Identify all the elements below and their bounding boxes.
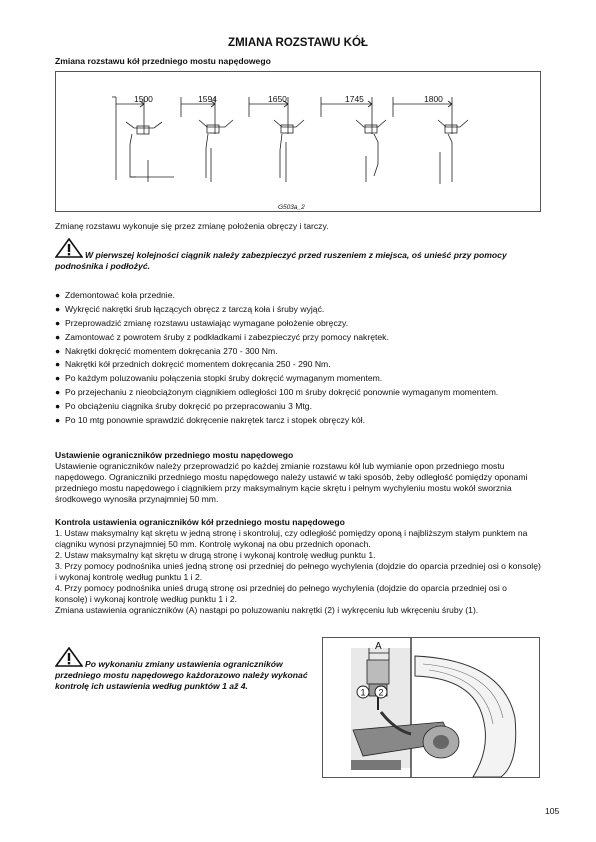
label-a: A [375, 641, 382, 652]
list-item: ● Po 10 mtg ponownie sprawdzić dokręcenie nakrętek tarcz i stopek obręczy kół. [55, 415, 365, 426]
label-2: 2 [378, 687, 384, 698]
warning-text-1: W pierwszej kolejności ciągnik należy zabezpieczyć przed ruszeniem z miejsca, oś unieść przy pomocy podnośnika i podłożyć. [55, 250, 507, 271]
wheel-config-1 [116, 97, 174, 182]
dim-label: 1800 [424, 94, 443, 104]
check-step: 3. Przy pomocy podnośnika unieś jedną stronę osi przedniej do pełnego wychylenia (dojdzie do oparcia przedniej osi o konsolę) i wykonaj kontrolę według punktu 1 i 2. [55, 561, 541, 582]
wheel-track-figure [55, 71, 541, 212]
label-1: 1 [360, 687, 366, 698]
wheel-config-2 [181, 97, 233, 182]
wheel-config-5 [393, 97, 468, 184]
list-item: ● Przeprowadzić zmianę rozstawu ustawiając wymagane położenie obręczy. [55, 317, 349, 328]
list-item: ● Nakrętki kół przednich dokręcić momentem dokręcania 250 - 290 Nm. [55, 359, 331, 370]
warning-triangle-icon [55, 238, 83, 261]
check-step: 1. Ustaw maksymalny kąt skrętu w jedną stronę i skontroluj, czy odległość pomiędzy oponą i najbliższym stałym punktem na ciągniku wynosi przynajmniej 50 mm. Kontrolę wykonaj na obu przednich oponach. [55, 528, 528, 549]
page-title: ZMIANA ROZSTAWU KÓŁ [228, 37, 368, 49]
section-stops-setup [55, 450, 541, 505]
list-item: ● Wykręcić nakrętki śrub łączących obręcz z tarczą koła i śruby wyjąć. [55, 303, 325, 314]
intro-text: Zmianę rozstawu wykonuje się przez zmianę położenia obręczy i tarczy. [55, 221, 329, 231]
warning-text-2: Po wykonaniu zmiany ustawienia ograniczników przedniego mostu napędowego każdorazowo należy wykonać kontrolę ich ustawienia według punktów 1 až 4. [55, 659, 308, 691]
warning-block-2 [55, 647, 310, 692]
wheel-track-diagram [56, 72, 540, 211]
check-note: Zmiana ustawienia ograniczników (A) nastąpi po poluzowaniu nakrętki (2) i wykręceniu lub wkręceniu śruby (1). [55, 605, 479, 615]
dim-label: 1650 [268, 94, 287, 104]
dim-label: 1500 [134, 94, 153, 104]
steps-list [55, 290, 541, 429]
list-item: ● Po obciążeniu ciągnika śruby dokręcić po przepracowaniu 3 Mtg. [55, 401, 312, 412]
front-axle-stop-illustration [323, 638, 539, 777]
section-heading: Ustawienie ograniczników przedniego mostu napędowego [55, 450, 294, 460]
warning-triangle-icon [55, 647, 83, 670]
check-step: 2. Ustaw maksymalny kąt skrętu w drugą stronę i wykonaj kontrolę według punktu 1. [55, 550, 376, 560]
dim-label: 1745 [345, 94, 364, 104]
warning-block-1 [55, 238, 541, 272]
list-item: ● Zamontować z powrotem śruby z podkładkami i zabezpieczyć przy pomocy nakrętek. [55, 331, 389, 342]
list-item: ● Nakrętki dokręcić momentem dokręcania 270 - 300 Nm. [55, 345, 278, 356]
section-stops-check [55, 517, 541, 616]
list-item: ● Zdemontować koła przednie. [55, 290, 175, 300]
list-item: ● Po przejechaniu z nieobciążonym ciągnikiem odległości 100 m śruby dokręcić ponownie wymaganym momentem. [55, 387, 499, 398]
section-heading: Kontrola ustawienia ograniczników kół przedniego mostu napędowego [55, 517, 345, 527]
figure-caption: G503a_2 [278, 204, 305, 211]
check-step: 4. Przy pomocy podnośnika unieś drugą stronę osi przedniej do pełnego wychylenia (dojdzie do oparcia przedniej osi o konsolę) i wykonaj kontrolę według punktu 1 i 2. [55, 583, 507, 604]
wheel-config-3 [249, 97, 304, 182]
wheel-config-4 [321, 97, 386, 182]
page-number: 105 [545, 806, 560, 816]
dim-label: 1594 [198, 94, 217, 104]
section-subtitle: Zmiana rozstawu kół przedniego mostu napędowego [55, 56, 271, 66]
list-item: ● Po każdym poluzowaniu połączenia stopki śruby dokręcić wymaganym momentem. [55, 373, 383, 384]
section-body: Ustawienie ograniczników należy przeprowadzić po każdej zmianie rozstawu kół lub wymianie opon przedniego mostu napędowego. Ograniczniki przedniego mostu napędowego należy ustawić w taki sposób, żeby odległość pomiędzy oponami przedniego mostu napędowego i ciągnikiem przy maksymalnym kącie skrętu i pełnym wychyleniu mostu wokół sworznia środkowego wynosiła przynajmniej 50 mm. [55, 461, 528, 504]
stop-adjustment-figure [322, 637, 540, 778]
